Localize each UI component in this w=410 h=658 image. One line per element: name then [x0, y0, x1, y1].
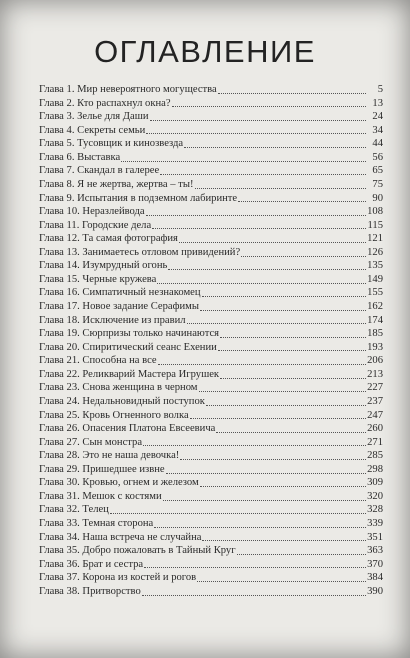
- dot-leader: [163, 499, 366, 501]
- toc-entry-label: Глава 1. Мир невероятного могущества: [39, 84, 217, 95]
- toc-entry-label: Глава 12. Та самая фотография: [39, 233, 178, 245]
- toc-entry-label: Глава 31. Мешок с костями: [39, 490, 162, 502]
- toc-entry-page-number: 90: [372, 192, 383, 204]
- toc-entry-page-number: 185: [367, 328, 383, 340]
- dot-leader: [168, 268, 366, 270]
- dot-leader: [152, 227, 366, 229]
- toc-entry-label: Глава 11. Городские дела: [39, 219, 152, 231]
- toc-entry-page-number: 115: [367, 219, 383, 231]
- toc-entry-label: Глава 13. Занимаетесь отловом привидений?: [39, 246, 241, 258]
- toc-entry-label: Глава 16. Симпатичный незнакомец: [39, 287, 201, 299]
- toc-entry-label: Глава 15. Черные кружева: [39, 273, 157, 285]
- dot-leader: [187, 322, 366, 324]
- toc-entry-label: Глава 33. Темная сторона: [39, 518, 154, 529]
- toc-entry-label: Глава 34. Наша встреча не случайна: [39, 531, 202, 543]
- toc-entry: [39, 409, 383, 423]
- dot-leader: [220, 336, 366, 338]
- dot-leader: [220, 377, 366, 379]
- toc-entry-page-number: 13: [372, 97, 383, 109]
- toc-entry: [39, 368, 383, 382]
- toc-entry-label: Глава 9. Испытания в подземном лабиринте: [39, 192, 238, 204]
- toc-entry-label: Глава 2. Кто распахнул окна?: [39, 97, 171, 109]
- dot-leader: [238, 200, 366, 202]
- dot-leader: [241, 255, 366, 257]
- toc-entry-label: Глава 29. Пришедшее извне: [39, 463, 165, 475]
- toc-entry: [39, 422, 383, 436]
- dot-leader: [154, 526, 366, 528]
- dot-leader: [199, 390, 366, 392]
- toc-entry: [39, 205, 383, 219]
- toc-entry-page-number: 298: [367, 463, 383, 475]
- toc-entry: [39, 300, 383, 314]
- toc-entry-label: Глава 23. Снова женщина в черном: [39, 382, 198, 394]
- dot-leader: [146, 132, 366, 134]
- toc-entry: [39, 381, 383, 395]
- toc-entry-page-number: 351: [367, 531, 383, 543]
- toc-entry-label: Глава 22. Реликварий Мастера Игрушек: [39, 368, 220, 380]
- dot-leader: [218, 349, 366, 351]
- toc-entry-label: Глава 26. Опасения Платона Евсеевича: [39, 423, 216, 435]
- dot-leader: [202, 295, 366, 297]
- toc-entry-page-number: 121: [367, 233, 383, 245]
- toc-entry: [39, 395, 383, 409]
- dot-leader: [195, 187, 367, 189]
- toc-entry-page-number: 65: [372, 165, 383, 177]
- toc-entry-label: Глава 25. Кровь Огненного волка: [39, 409, 189, 421]
- toc-entry: [39, 476, 383, 490]
- toc-entry: [39, 490, 383, 504]
- dot-leader: [200, 485, 366, 487]
- toc-entry-label: Глава 35. Добро пожаловать в Тайный Круг: [39, 545, 236, 557]
- toc-entry-page-number: 247: [367, 409, 383, 421]
- toc-entry-page-number: 5: [377, 84, 383, 95]
- toc-entry-label: Глава 24. Недальновидный поступок: [39, 395, 205, 407]
- dot-leader: [172, 105, 366, 107]
- dot-leader: [190, 417, 366, 419]
- toc-entry-label: Глава 14. Изумрудный огонь: [39, 260, 168, 272]
- toc-entry: [39, 246, 383, 260]
- toc-entry-page-number: 193: [367, 341, 383, 353]
- toc-entry-label: Глава 10. Неразлейвода: [39, 206, 145, 218]
- toc-entry-label: Глава 3. Зелье для Даши: [39, 111, 149, 123]
- toc-entry: [39, 531, 383, 545]
- toc-entry-page-number: 24: [372, 111, 383, 123]
- toc-entry-label: Глава 5. Тусовщик и кинозвезда: [39, 138, 184, 150]
- toc-entry-label: Глава 32. Телец: [39, 504, 109, 516]
- toc-entry-page-number: 339: [367, 518, 383, 529]
- toc-entry: [39, 164, 383, 178]
- toc-entry: [39, 97, 383, 111]
- toc-entry-label: Глава 30. Кровью, огнем и железом: [39, 477, 199, 489]
- dot-leader: [143, 444, 366, 446]
- toc-entry-label: Глава 28. Это не наша девочка!: [39, 450, 180, 462]
- dot-leader: [121, 160, 366, 162]
- toc-entry-page-number: 213: [367, 368, 383, 380]
- toc-entry: [39, 192, 383, 206]
- toc-entry-page-number: 56: [372, 151, 383, 163]
- toc-entry-label: Глава 27. Сын монстра: [39, 436, 143, 448]
- toc-entry-label: Глава 7. Скандал в галерее: [39, 165, 160, 177]
- toc-entry: [39, 503, 383, 517]
- toc-entry: [39, 137, 383, 151]
- dot-leader: [218, 92, 366, 94]
- dot-leader: [206, 404, 366, 406]
- toc-entry: [39, 232, 383, 246]
- toc-entry-page-number: 34: [372, 124, 383, 136]
- dot-leader: [160, 173, 366, 175]
- dot-leader: [150, 119, 366, 121]
- toc-entry-page-number: 44: [372, 138, 383, 150]
- dot-leader: [216, 431, 366, 433]
- dot-leader: [142, 594, 366, 596]
- toc-entry: [39, 83, 383, 97]
- toc-entry-label: Глава 36. Брат и сестра: [39, 558, 144, 570]
- toc-entry-label: Глава 38. Притворство: [39, 585, 141, 597]
- toc-entry: [39, 110, 383, 124]
- toc-entry-page-number: 271: [367, 436, 383, 448]
- toc-entry-label: Глава 20. Спиритический сеанс Ехении: [39, 341, 217, 353]
- toc-entry-label: Глава 18. Исключение из правил: [39, 314, 186, 326]
- toc-entry-page-number: 384: [367, 572, 383, 584]
- dot-leader: [144, 566, 366, 568]
- toc-entry: [39, 544, 383, 558]
- toc-entry: [39, 314, 383, 328]
- toc-entry: [39, 273, 383, 287]
- dot-leader: [180, 458, 366, 460]
- page-title: ОГЛАВЛЕНИЕ: [94, 34, 316, 69]
- toc-entry-page-number: 320: [367, 490, 383, 502]
- toc-entry-label: Глава 8. Я не жертва, жертва – ты!: [39, 178, 194, 190]
- dot-leader: [146, 214, 366, 216]
- dot-leader: [179, 241, 366, 243]
- dot-leader: [157, 282, 366, 284]
- toc-entry-label: Глава 17. Новое задание Серафимы: [39, 301, 199, 312]
- toc-entry-page-number: 390: [367, 585, 383, 597]
- toc-entry-label: Глава 37. Корона из костей и рогов: [39, 572, 197, 584]
- toc-entry: [39, 585, 383, 599]
- toc-entry-page-number: 126: [367, 246, 383, 258]
- toc-entry-page-number: 227: [367, 382, 383, 394]
- toc-entry-page-number: 108: [367, 206, 383, 218]
- toc-entry: [39, 354, 383, 368]
- toc-entry-label: Глава 4. Секреты семьи: [39, 124, 146, 136]
- toc-entry-page-number: 309: [367, 477, 383, 489]
- toc-entry: [39, 517, 383, 531]
- table-of-contents: [39, 83, 383, 598]
- toc-entry: [39, 449, 383, 463]
- dot-leader: [110, 512, 366, 514]
- toc-entry-label: Глава 21. Способна на все: [39, 355, 157, 367]
- toc-entry: [39, 558, 383, 572]
- dot-leader: [202, 539, 366, 541]
- toc-entry-page-number: 328: [367, 504, 383, 516]
- toc-entry: [39, 178, 383, 192]
- toc-entry-page-number: 135: [367, 260, 383, 272]
- dot-leader: [184, 146, 366, 148]
- dot-leader: [200, 309, 366, 311]
- toc-entry: [39, 341, 383, 355]
- toc-entry: [39, 327, 383, 341]
- toc-entry: [39, 436, 383, 450]
- dot-leader: [237, 553, 366, 555]
- toc-entry-page-number: 260: [367, 423, 383, 435]
- toc-entry-page-number: 363: [367, 545, 383, 557]
- toc-entry-page-number: 155: [367, 287, 383, 299]
- toc-entry: [39, 124, 383, 138]
- toc-entry-page-number: 174: [367, 314, 383, 326]
- toc-entry-page-number: 162: [367, 301, 383, 312]
- dot-leader: [197, 580, 366, 582]
- toc-entry: [39, 219, 383, 233]
- toc-entry-page-number: 149: [367, 273, 383, 285]
- toc-entry: [39, 286, 383, 300]
- toc-entry: [39, 259, 383, 273]
- toc-entry: [39, 463, 383, 477]
- toc-entry-page-number: 285: [367, 450, 383, 462]
- toc-entry-label: Глава 19. Сюрпризы только начинаются: [39, 328, 220, 340]
- toc-entry: [39, 571, 383, 585]
- toc-entry-page-number: 237: [367, 395, 383, 407]
- dot-leader: [158, 363, 366, 365]
- toc-entry-label: Глава 6. Выставка: [39, 151, 121, 163]
- dot-leader: [166, 472, 366, 474]
- toc-entry-page-number: 206: [367, 355, 383, 367]
- toc-entry: [39, 151, 383, 165]
- toc-entry-page-number: 370: [367, 558, 383, 570]
- toc-entry-page-number: 75: [372, 178, 383, 190]
